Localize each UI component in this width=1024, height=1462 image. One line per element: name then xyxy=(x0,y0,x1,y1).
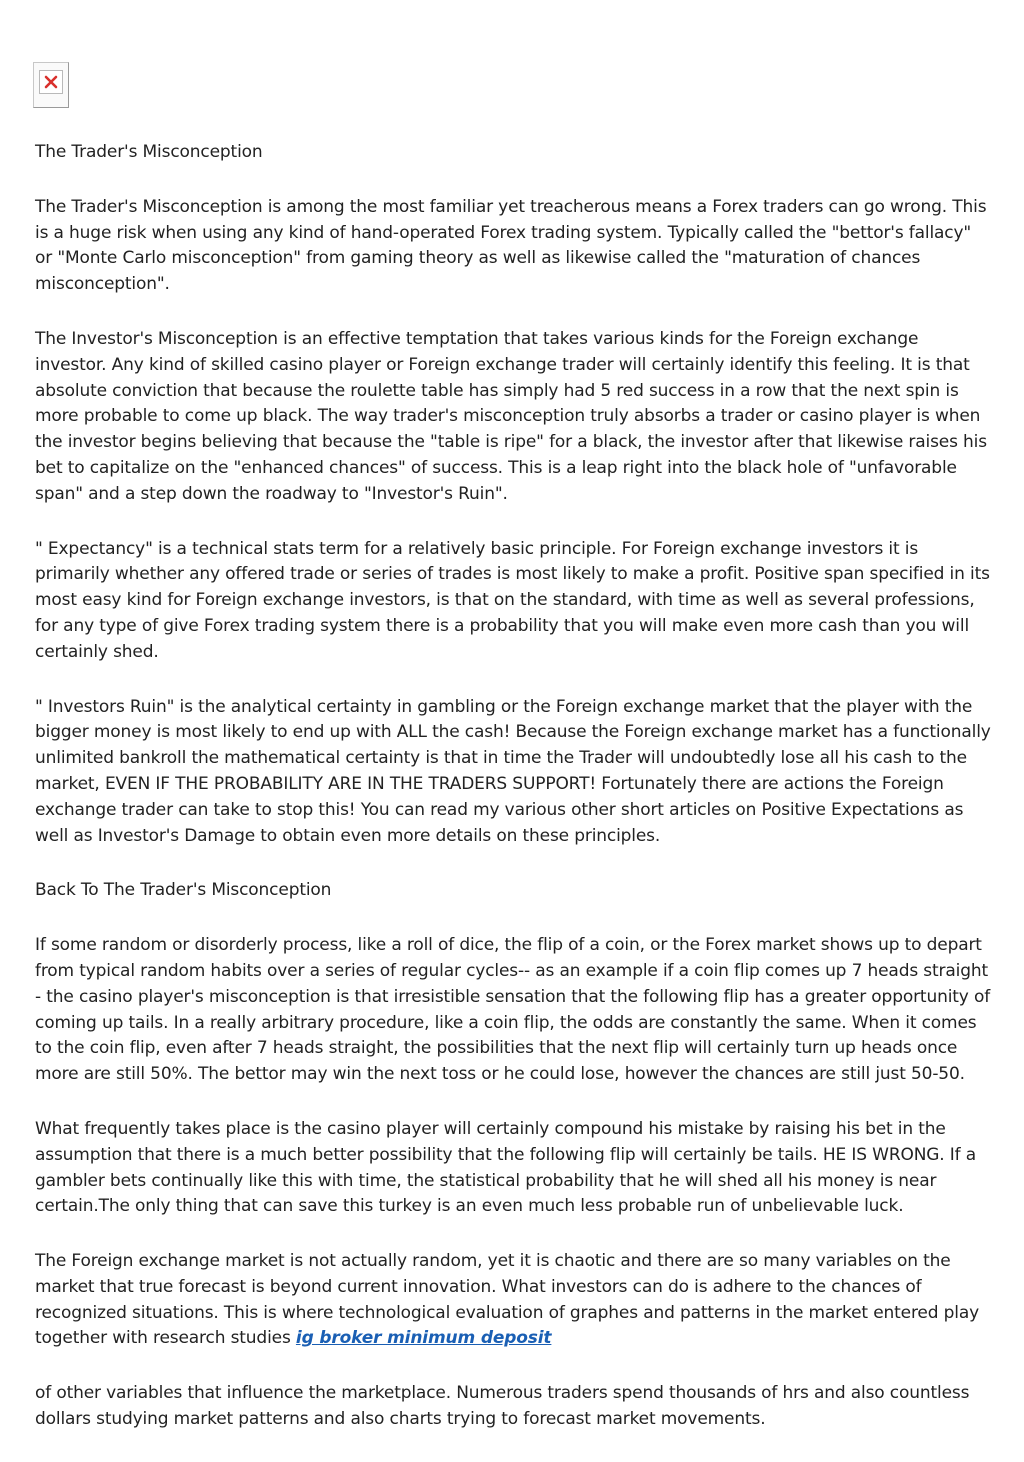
paragraph: If some random or disorderly process, like a roll of dice, the flip of a coin, or the Forex market shows up to depart from typical random habits over a series of regular cycles-- as an example if a coin flip comes up 7 heads straight - the casino player's misconception is that irresistible sensation that the following flip has a greater opportunity of coming up tails. In a really arbitrary procedure, like a coin flip, the odds are constantly the same. When it comes to the coin flip, even after 7 heads straight, the possibilities that the next flip will certainly turn up heads once more are still 50%. The bettor may win the next toss or he could lose, however the chances are still just 50-50. xyxy=(35,935,991,1085)
ig-broker-link[interactable]: ig broker minimum deposit xyxy=(295,1328,552,1349)
paragraph-with-link xyxy=(35,1249,993,1352)
paragraph: What frequently takes place is the casino player will certainly compound his mistake by raising his bet in the assumption that there is a much better possibility that the following flip will certainly be tails. HE IS WRONG. If a gambler bets continually like this with time, the statistical probability that he will shed all his money is near certain.The only thing that can save this turkey is an even much less probable run of unbelievable luck. xyxy=(35,1118,977,1217)
close-x-icon xyxy=(43,74,59,90)
paragraph: The Investor's Misconception is an effective temptation that takes various kinds for the Foreign exchange investor. Any kind of skilled casino player or Foreign exchange trader will certainly identify this feeling. It is that absolute conviction that because the roulette table has simply had 5 red success in a row that the next spin is more probable to come up black. The way trader's misconception truly absorbs a trader or casino player is when the investor begins believing that because the "table is ripe" for a black, the investor after that likewise raises his bet to capitalize on the "enhanced chances" of success. This is a leap right into the black hole of "unfavorable span" and a step down the roadway to "Investor's Ruin". xyxy=(35,328,987,504)
paragraph-text: The Foreign exchange market is not actually random, yet it is chaotic and there are so many variables on the market that true forecast is beyond current innovation. What investors can do is adhere to the chances of recognized situations. This is where technological evaluation of graphes and patterns in the market entered play together with research studies xyxy=(35,1251,980,1349)
paragraph: The Trader's Misconception is among the most familiar yet treacherous means a Forex traders can go wrong. This is a huge risk when using any kind of hand-operated Forex trading system. Typically called the "bettor's fallacy" or "Monte Carlo misconception" from gaming theory as well as likewise called the "maturation of chances misconception". xyxy=(35,196,987,295)
article-body xyxy=(35,140,993,1462)
paragraph: " Investors Ruin" is the analytical certainty in gambling or the Foreign exchange market that the player with the bigger money is most likely to end up with ALL the cash! Because the Foreign exchange market has a functionally unlimited bankroll the mathematical certainty is that in time the Trader will undoubtedly lose all his cash to the market, EVEN IF THE PROBABILITY ARE IN THE TRADERS SUPPORT! Fortunately there are actions the Foreign exchange trader can take to stop this! You can read my various other short articles on Positive Expectations as well as Investor's Damage to obtain even more details on these principles. xyxy=(35,696,991,846)
page-title: The Trader's Misconception xyxy=(35,142,263,162)
broken-image-icon xyxy=(33,62,69,108)
paragraph: " Expectancy" is a technical stats term for a relatively basic principle. For Foreign exchange investors it is primarily whether any offered trade or series of trades is most likely to make a profit. Positive span specified in its most easy kind for Foreign exchange investors, is that on the standard, with time as well as several professions, for any type of give Forex trading system there is a probability that you will make even more cash than you will certainly shed. xyxy=(35,538,990,662)
section-heading: Back To The Trader's Misconception xyxy=(35,880,332,901)
paragraph: of other variables that influence the marketplace. Numerous traders spend thousands of hrs and also countless dollars studying market patterns and also charts trying to forecast market movements. xyxy=(35,1383,970,1430)
